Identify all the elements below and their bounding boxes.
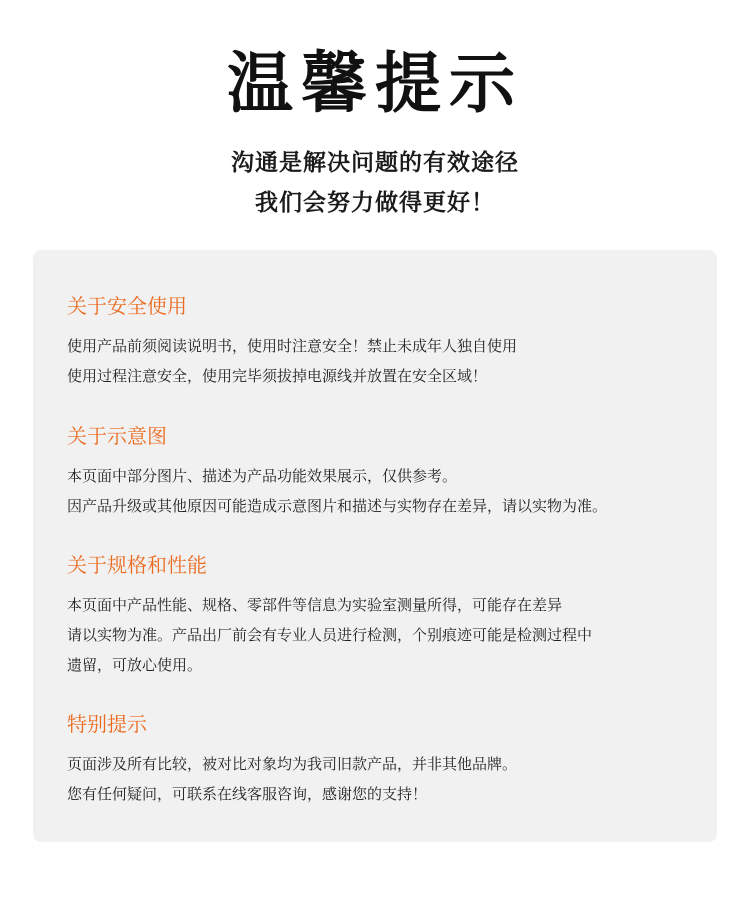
section-line: 页面涉及所有比较，被对比对象均为我司旧款产品，并非其他品牌。 (67, 755, 518, 773)
section-line: 遗留，可放心使用。 (67, 656, 203, 674)
section-heading: 关于示意图 (67, 424, 167, 448)
section-heading: 关于规格和性能 (67, 553, 207, 577)
section-illustration (67, 423, 697, 521)
section-specs-performance (67, 552, 697, 680)
section-line: 您有任何疑问，可联系在线客服咨询，感谢您的支持！ (67, 785, 428, 803)
section-line: 本页面中产品性能、规格、零部件等信息为实验室测量所得，可能存在差异 (67, 596, 563, 614)
notice-card (33, 250, 717, 842)
section-line: 请以实物为准。产品出厂前会有专业人员进行检测，个别痕迹可能是检测过程中 (67, 626, 593, 644)
section-line: 本页面中部分图片、描述为产品功能效果展示，仅供参考。 (67, 467, 458, 485)
section-heading: 特别提示 (67, 712, 147, 736)
section-line: 使用产品前须阅读说明书，使用时注意安全！禁止未成年人独自使用 (67, 337, 518, 355)
page-title: 温馨提示 (227, 45, 523, 122)
subtitle-line-2: 我们会努力做得更好！ (255, 190, 495, 216)
section-line: 因产品升级或其他原因可能造成示意图片和描述与实物存在差异，请以实物为准。 (67, 497, 608, 515)
section-special-notice (67, 711, 697, 809)
section-safe-use (67, 293, 697, 391)
subtitle-line-1: 沟通是解决问题的有效途径 (231, 150, 519, 176)
section-heading: 关于安全使用 (67, 294, 187, 318)
section-line: 使用过程注意安全，使用完毕须拔掉电源线并放置在安全区域！ (67, 367, 488, 385)
